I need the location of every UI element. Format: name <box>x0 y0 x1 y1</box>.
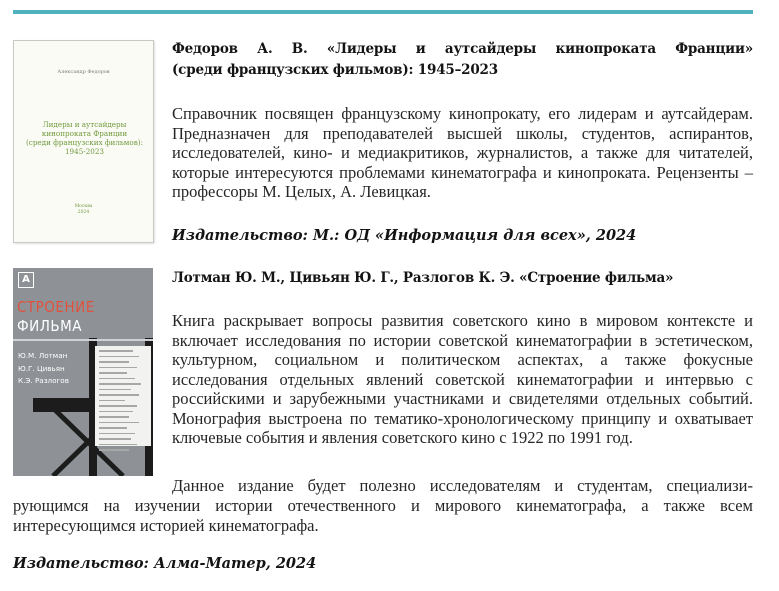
book2-description-p2-start: Данное издание будет полезно исследователям и студентам, специализи- <box>172 476 753 495</box>
book2-cover-contents-panel <box>95 346 151 446</box>
book1-heading <box>172 39 753 81</box>
book2-description-p1: Книга раскрывает вопросы развития советского кино в мировом контексте и включает исследования по истории советской кинематографии в эстетическом, культурном, социальном и политическом аспектах, а также фокусные исследования отдельных явлений советской кинематографии и интервью с российскими и зарубежными участниками и свидетелями отдельных событий. Монография выстроена по тематико-хронологическому принципу и охватывает ключевые события и явления советского кино с 1922 по 1991 год. <box>172 311 753 447</box>
book1-cover-imprint: Москва 2024 <box>74 204 93 215</box>
book1-heading-line1: Федоров А. В. «Лидеры и аутсайдеры кинопроката Франции» <box>172 41 753 57</box>
publisher-logo-icon: A <box>18 272 34 288</box>
book1-publisher: Издательство: М.: ОД «Информация для всех», 2024 <box>172 227 637 244</box>
book2-cover-image <box>13 268 153 476</box>
top-divider <box>13 10 753 14</box>
book2-heading: Лотман Ю. М., Цивьян Ю. Г., Разлогов К. Э. «Строение фильма» <box>172 270 674 286</box>
book2-cover-authors: Ю.М. Лотман Ю.Г. Цивьян К.Э. Разлогов <box>18 351 69 385</box>
book2-cover-title: СТРОЕНИЕ ФИЛЬМА <box>17 298 95 335</box>
book2-description-p2-cont: рующимся на изучении истории отечественного и мирового кинематографа, а также всем интересующимся историей кинематографа. <box>13 496 753 535</box>
book1-heading-line2: (среди французских фильмов): 1945–2023 <box>172 62 498 78</box>
book1-cover-image <box>13 40 154 243</box>
book2-cover-divider <box>13 339 153 341</box>
book2-publisher: Издательство: Алма-Матер, 2024 <box>13 555 317 572</box>
book1-cover-author: Александр Федоров <box>57 69 110 75</box>
book1-description: Справочник посвящен французскому кинопрокату, его лидерам и аутсайдерам. Предназначен для преподавателей высшей школы, студентов, аспирантов, исследователей, кино- и медиакритиков, журналистов, а также для читателей, которые интересуются проблемами кинематографа и кинопроката. Рецензенты – профессоры М. Целых, А. Левицкая. <box>172 104 753 201</box>
book1-cover-title: Лидеры и аутсайдеры кинопроката Франции (среди французских фильмов): 1945-2023 <box>26 120 143 156</box>
